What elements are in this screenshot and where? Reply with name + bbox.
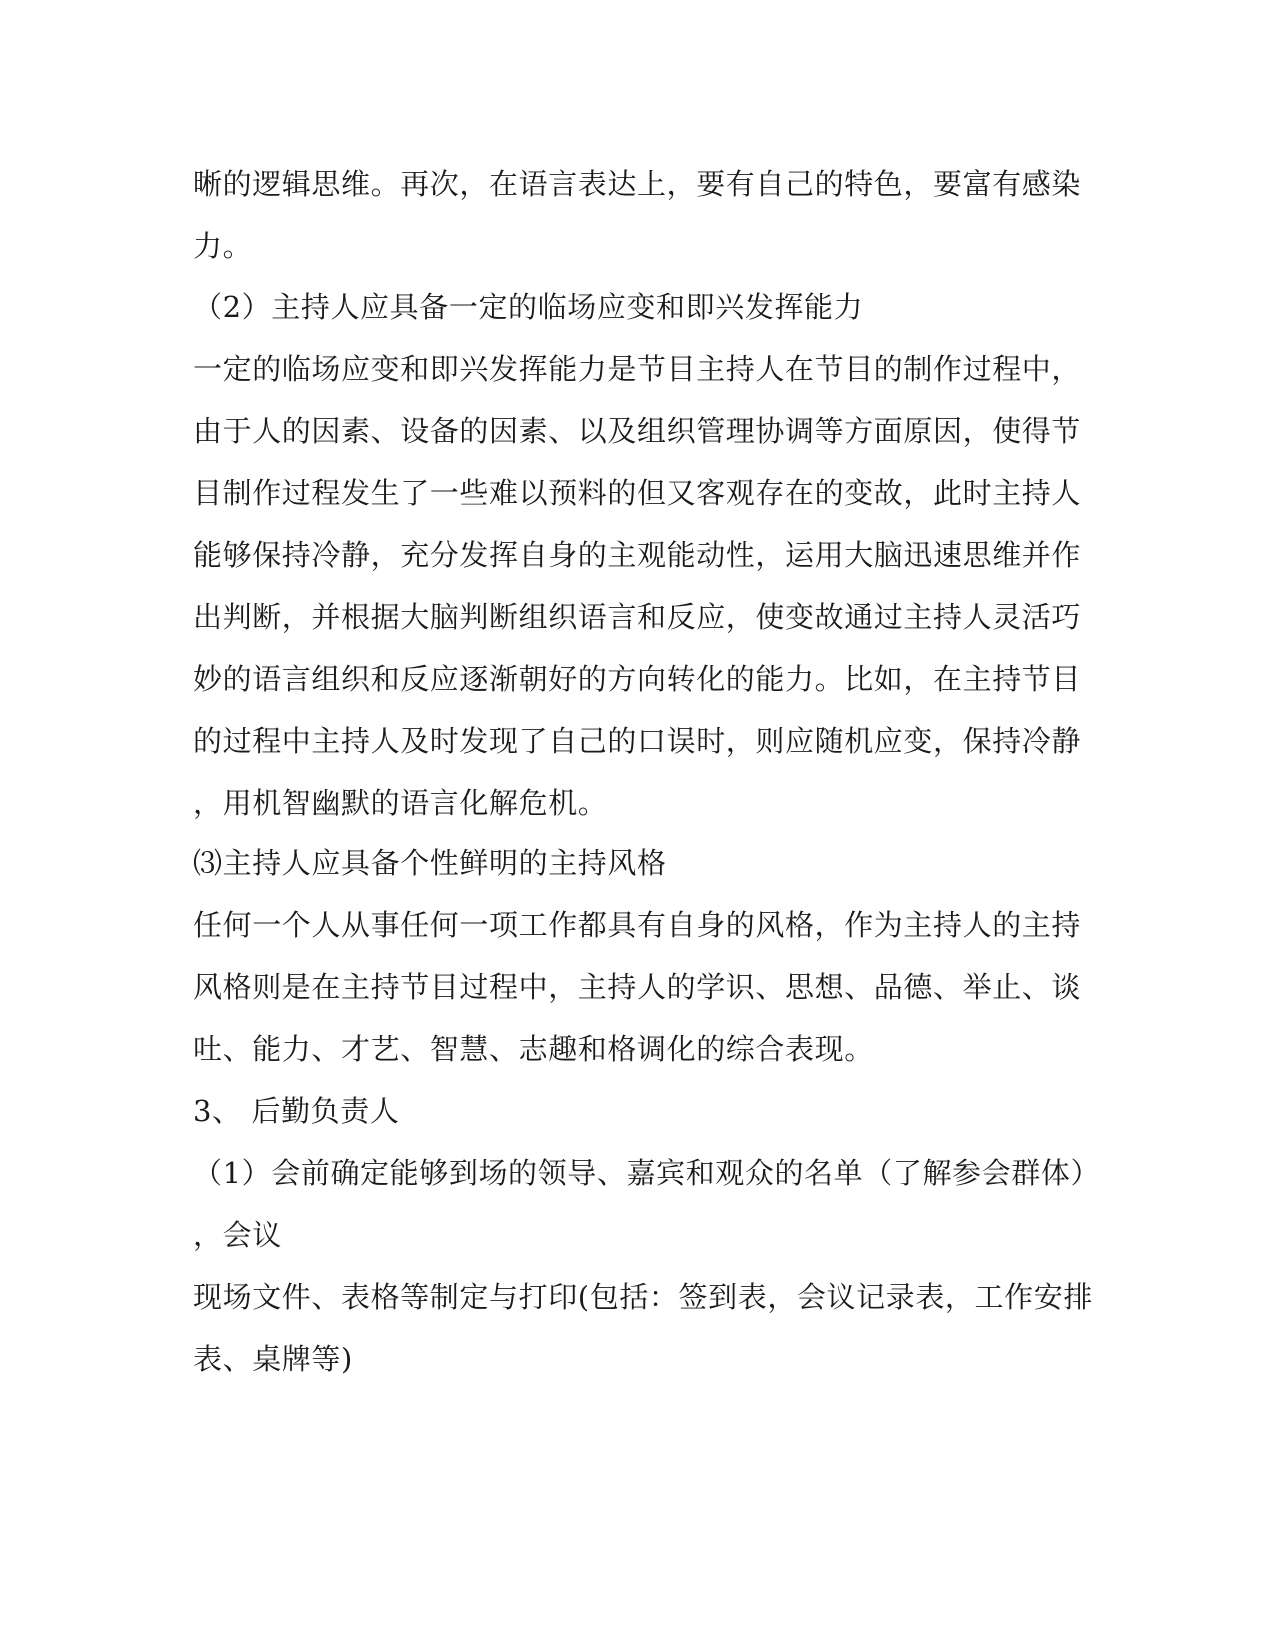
body-text-line: 吐、能力、才艺、智慧、志趣和格调化的综合表现。 <box>193 1032 874 1066</box>
section-heading: （2）主持人应具备一定的临场应变和即兴发挥能力 <box>193 290 864 324</box>
body-text-line: 出判断，并根据大脑判断组织语言和反应，使变故通过主持人灵活巧 <box>193 600 1082 634</box>
body-text-line: ，会议 <box>193 1218 282 1252</box>
body-text-line: 现场文件、表格等制定与打印(包括：签到表，会议记录表，工作安排 <box>193 1280 1093 1314</box>
body-text-line: 风格则是在主持节目过程中，主持人的学识、思想、品德、举止、谈 <box>193 970 1082 1004</box>
body-text-line: 妙的语言组织和反应逐渐朝好的方向转化的能力。比如，在主持节目 <box>193 662 1082 696</box>
body-text-line: 表、桌牌等) <box>193 1342 353 1376</box>
section-heading: ⑶主持人应具备个性鲜明的主持风格 <box>193 846 667 880</box>
body-text-line: 任何一个人从事任何一项工作都具有自身的风格，作为主持人的主持 <box>193 908 1082 942</box>
body-text-line: 由于人的因素、设备的因素、以及组织管理协调等方面原因，使得节 <box>193 414 1082 448</box>
body-text-line: 晰的逻辑思维。再次，在语言表达上，要有自己的特色，要富有感染 <box>193 167 1082 201</box>
body-text-line: （1）会前确定能够到场的领导、嘉宾和观众的名单（了解参会群体） <box>193 1156 1101 1190</box>
body-text-line: 一定的临场应变和即兴发挥能力是节目主持人在节目的制作过程中， <box>193 352 1082 386</box>
section-heading: 3、 后勤负责人 <box>193 1094 400 1128</box>
body-text-line: 目制作过程发生了一些难以预料的但又客观存在的变故，此时主持人 <box>193 476 1082 510</box>
body-text-line: 的过程中主持人及时发现了自己的口误时，则应随机应变，保持冷静 <box>193 724 1082 758</box>
body-text-line: 能够保持冷静，充分发挥自身的主观能动性，运用大脑迅速思维并作 <box>193 538 1082 572</box>
body-text-line: 力。 <box>193 229 253 263</box>
body-text-line: ，用机智幽默的语言化解危机。 <box>193 786 608 820</box>
